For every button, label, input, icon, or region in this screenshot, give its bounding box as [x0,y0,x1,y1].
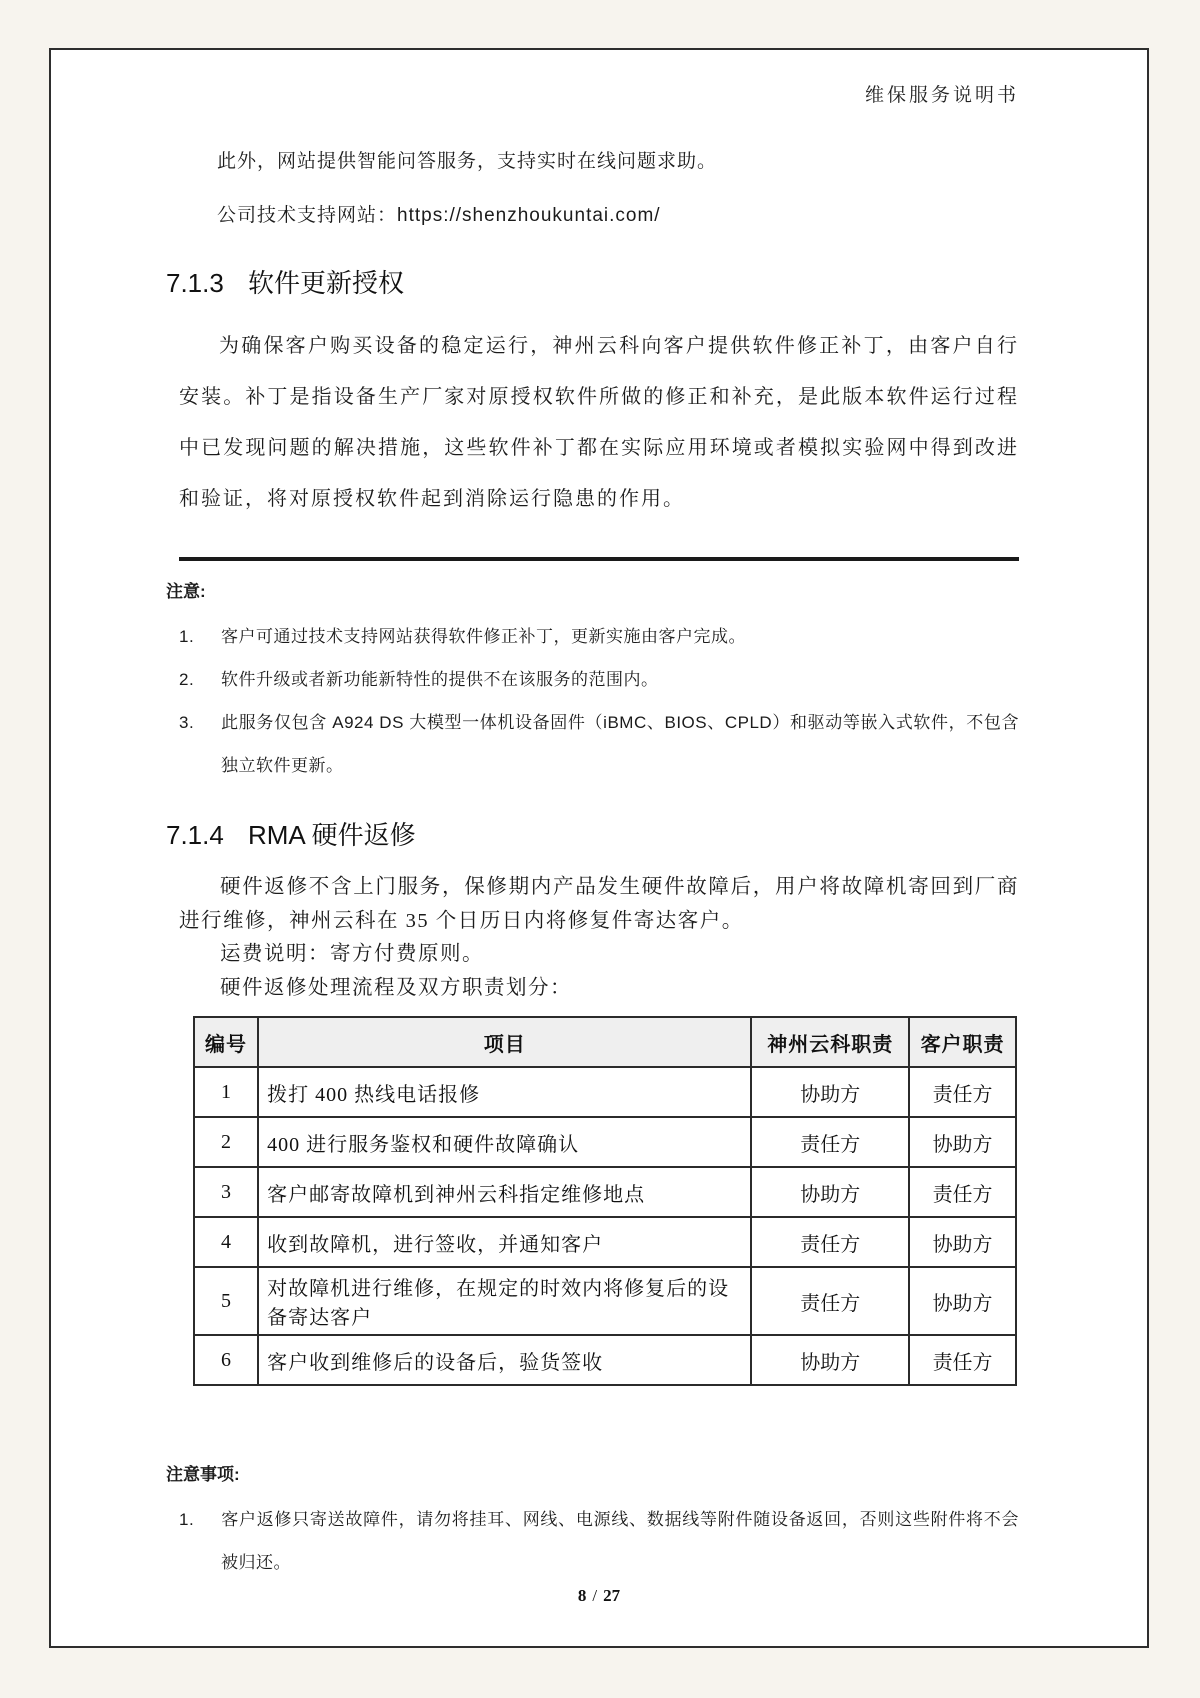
item-cell: 收到故障机，进行签收，并通知客户 [258,1217,751,1267]
list-item [179,615,1019,658]
notice-list [179,1498,1019,1584]
row-number-cell: 6 [194,1335,258,1385]
customer-role-cell: 协助方 [909,1267,1016,1335]
vendor-role-cell: 责任方 [751,1217,909,1267]
row-number-cell: 2 [194,1117,258,1167]
list-item-text: 软件升级或者新功能新特性的提供不在该服务的范围内。 [221,670,659,689]
customer-role-cell: 责任方 [909,1335,1016,1385]
item-cell: 对故障机进行维修，在规定的时效内将修复后的设备寄达客户 [258,1267,751,1335]
header-cell-item: 项目 [258,1017,751,1067]
list-item [179,701,1019,787]
section-heading-7-1-3 [166,267,1019,299]
item-cell: 客户邮寄故障机到神州云科指定维修地点 [258,1167,751,1217]
table-row [194,1217,1016,1267]
list-item [179,1498,1019,1584]
section-number: 7.1.3 [166,268,224,298]
note-label: 注意: [166,582,206,601]
page-number-footer [51,1586,1147,1606]
vendor-role-cell: 协助方 [751,1335,909,1385]
customer-role-cell: 协助方 [909,1117,1016,1167]
table-row [194,1067,1016,1117]
section-heading-7-1-4 [166,819,1019,851]
software-update-body: 为确保客户购买设备的稳定运行，神州云科向客户提供软件修正补丁，由客户自行安装。补丁是指设备生产厂家对原授权软件所做的修正和补充，是此版本软件运行过程中已发现问题的解决措施，这些软件补丁都在实际应用环境或者模拟实验网中得到改进和验证，将对原授权软件起到消除运行隐患的作用。 [179,335,1019,510]
rma-paragraph-shipping: 运费说明：寄方付费原则。 [220,943,484,965]
table-row [194,1267,1016,1335]
item-cell: 400 进行服务鉴权和硬件故障确认 [258,1117,751,1167]
list-item [179,658,1019,701]
table-row [194,1167,1016,1217]
list-item-text: 客户可通过技术支持网站获得软件修正补丁，更新实施由客户完成。 [221,627,746,646]
note-list [179,615,1019,787]
table-header-row [194,1017,1016,1067]
list-item-number: 2. [179,670,195,689]
header-cell-number: 编号 [194,1017,258,1067]
customer-role-cell: 责任方 [909,1167,1016,1217]
table-row [194,1117,1016,1167]
vendor-role-cell: 责任方 [751,1117,909,1167]
rma-paragraph-table-intro: 硬件返修处理流程及双方职责划分： [220,976,572,999]
header-cell-vendor-role: 神州云科职责 [751,1017,909,1067]
row-number-cell: 4 [194,1217,258,1267]
section-title: 软件更新授权 [248,268,405,298]
list-item-number: 1. [179,627,195,646]
current-page-number: 8 [577,1586,587,1605]
vendor-role-cell: 协助方 [751,1067,909,1117]
notice-label: 注意事项: [166,1465,240,1484]
list-item-number: 3. [179,713,195,732]
item-cell: 客户收到维修后的设备后，验货签收 [258,1335,751,1385]
intro-paragraph-1: 此外，网站提供智能问答服务，支持实时在线问题求助。 [217,151,718,172]
table-row [194,1335,1016,1385]
intro-paragraph-support-site: 公司技术支持网站：https://shenzhoukuntai.com/ [217,205,661,226]
row-number-cell: 5 [194,1267,258,1335]
list-item-text: 客户返修只寄送故障件，请勿将挂耳、网线、电源线、数据线等附件随设备返回，否则这些附件将不会被归还。 [221,1510,1019,1572]
document-header-title: 维保服务说明书 [864,85,1019,106]
document-page [49,48,1149,1648]
note-divider-rule [179,557,1019,561]
vendor-role-cell: 协助方 [751,1167,909,1217]
total-page-count: 27 [603,1586,621,1605]
page-number-separator: / [592,1586,598,1605]
section-title: RMA 硬件返修 [248,820,416,850]
vendor-role-cell: 责任方 [751,1267,909,1335]
row-number-cell: 1 [194,1067,258,1117]
rma-paragraph-1: 硬件返修不含上门服务，保修期内产品发生硬件故障后，用户将故障机寄回到厂商进行维修，神州云科在 35 个日历日内将修复件寄达客户。 [179,876,1019,932]
customer-role-cell: 责任方 [909,1067,1016,1117]
item-cell: 拨打 400 热线电话报修 [258,1067,751,1117]
rma-process-table [193,1016,1017,1386]
header-cell-customer-role: 客户职责 [909,1017,1016,1067]
customer-role-cell: 协助方 [909,1217,1016,1267]
list-item-number: 1. [179,1510,195,1529]
page-content [51,50,1147,1584]
list-item-text: 此服务仅包含 A924 DS 大模型一体机设备固件（iBMC、BIOS、CPLD）和驱动等嵌入式软件，不包含独立软件更新。 [221,713,1019,775]
row-number-cell: 3 [194,1167,258,1217]
section-number: 7.1.4 [166,820,224,850]
